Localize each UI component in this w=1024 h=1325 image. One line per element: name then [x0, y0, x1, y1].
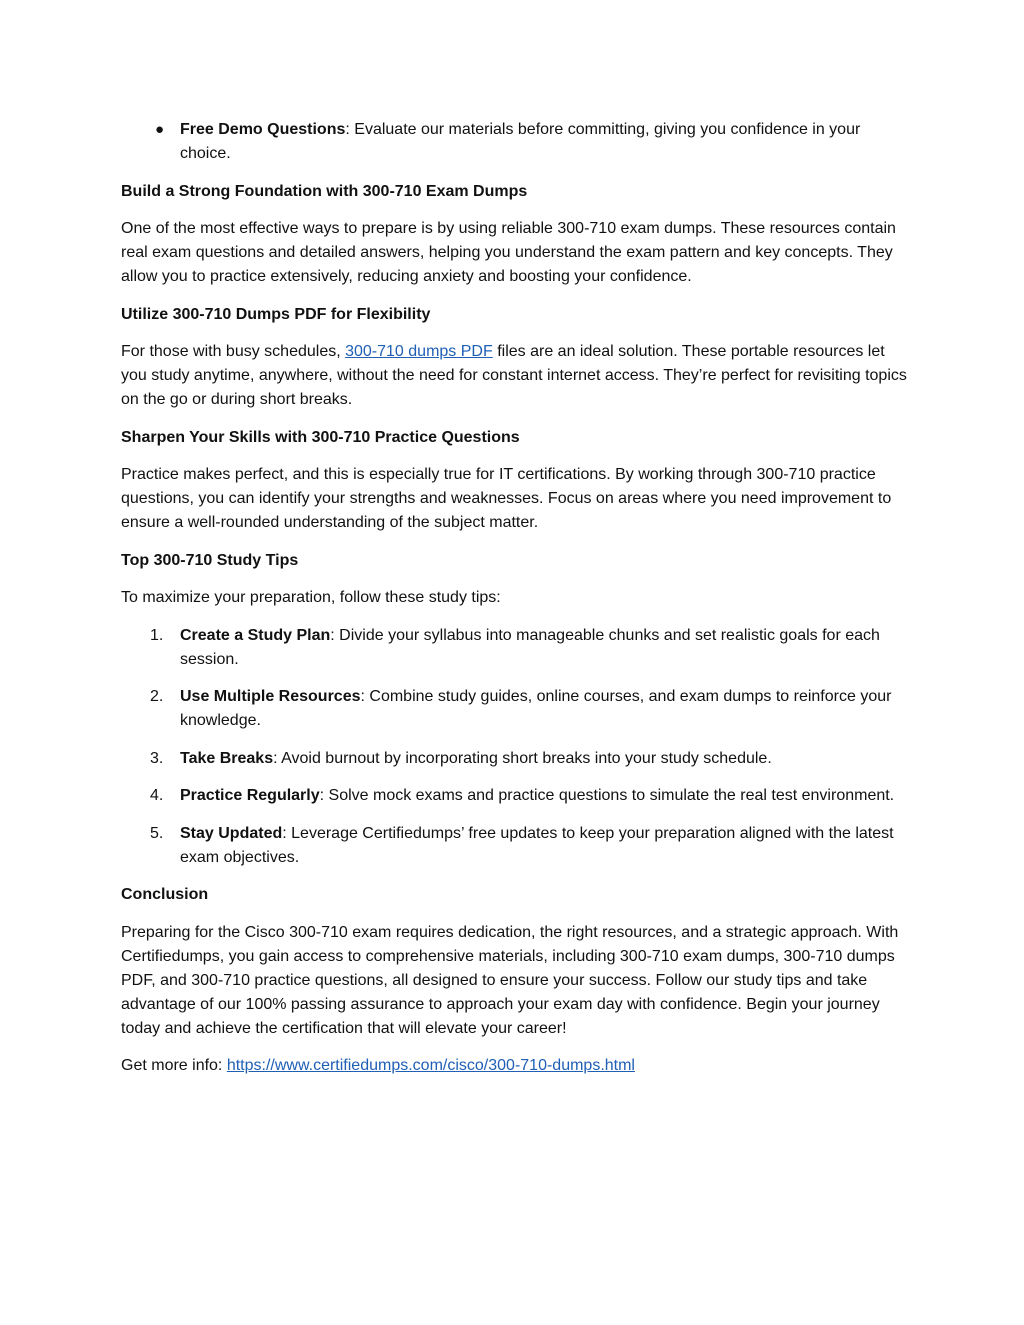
- section-heading-tips: Top 300-710 Study Tips: [121, 551, 299, 569]
- section-body-practice: Practice makes perfect, and this is especially true for IT certifications. By working through 300-710 practice questions, you can identify your strengths and weaknesses. Focus on areas where you need improvement to ensure a well-rounded understanding of the subject matter.: [121, 466, 892, 531]
- list-item-term: Use Multiple Resources: [180, 688, 361, 705]
- intro-bullet-list: [121, 118, 911, 166]
- section-body-conclusion: Preparing for the Cisco 300-710 exam requires dedication, the right resources, and a strategic approach. With Certifiedumps, you gain access to comprehensive materials, including 300-710 exam dumps, 300-710 dumps PDF, and 300-710 practice questions, all designed to ensure your success. Follow our study tips and take advantage of our 100% passing assurance to approach your exam day with confidence. Begin your journey today and achieve the certification that will elevate your career!: [121, 923, 899, 1037]
- list-number: 4.: [150, 787, 164, 804]
- list-item: [121, 624, 911, 672]
- footer-label: Get more info:: [121, 1057, 227, 1074]
- list-item-text: : Combine study guides, online courses, and exam dumps to reinforce your knowledge.: [180, 688, 892, 729]
- body-text-before-link: For those with busy schedules,: [121, 343, 346, 360]
- section-heading-practice: Sharpen Your Skills with 300-710 Practice Questions: [121, 428, 520, 446]
- list-item-text: : Leverage Certifiedumps’ free updates to keep your preparation aligned with the latest exam objectives.: [180, 824, 894, 866]
- footer-info: [121, 1054, 911, 1078]
- dumps-pdf-link[interactable]: 300-710 dumps PDF: [345, 343, 493, 360]
- list-item-term: Practice Regularly: [180, 787, 320, 804]
- list-item-text: : Divide your syllabus into manageable chunks and set realistic goals for each session.: [180, 626, 880, 668]
- body-text-after-link: files are an ideal solution. These portable resources let you study anytime, anywhere, without the need for constant internet access. They’re perfect for revisiting topics on the go or during short breaks.: [121, 343, 907, 408]
- list-item: [121, 784, 911, 808]
- list-item: [121, 747, 911, 771]
- section-intro-tips: To maximize your preparation, follow these study tips:: [121, 589, 501, 606]
- section-body-foundation: One of the most effective ways to prepare is by using reliable 300-710 exam dumps. These resources contain real exam questions and detailed answers, helping you understand the exam pattern and key concepts. They allow you to practice extensively, reducing anxiety and boosting your confidence.: [121, 220, 896, 285]
- list-item-term: Free Demo Questions: [180, 121, 346, 138]
- section-heading-conclusion: Conclusion: [121, 886, 209, 903]
- list-item: [121, 685, 911, 733]
- list-item-text: : Evaluate our materials before committing, giving you confidence in your choice.: [180, 121, 861, 162]
- section-heading-foundation: Build a Strong Foundation with 300-710 Exam Dumps: [121, 182, 528, 200]
- list-number: 1.: [150, 626, 164, 644]
- list-item-text: : Solve mock exams and practice questions to simulate the real test environment.: [319, 787, 895, 804]
- list-item: [121, 118, 911, 166]
- list-number: 2.: [150, 688, 164, 705]
- more-info-link[interactable]: https://www.certifiedumps.com/cisco/300-710-dumps.html: [226, 1057, 635, 1074]
- document-page: [121, 118, 911, 1092]
- list-item-text: : Avoid burnout by incorporating short breaks into your study schedule.: [273, 749, 772, 767]
- bullet-marker: ●: [155, 121, 165, 138]
- list-item-term: Create a Study Plan: [180, 626, 331, 644]
- section-body-pdf: [121, 340, 911, 412]
- study-tips-list: [121, 624, 911, 870]
- list-item-term: Take Breaks: [180, 749, 274, 767]
- list-item: [121, 822, 911, 870]
- section-heading-pdf: Utilize 300-710 Dumps PDF for Flexibility: [121, 305, 431, 323]
- list-item-term: Stay Updated: [180, 824, 283, 842]
- list-number: 5.: [150, 824, 164, 842]
- list-number: 3.: [150, 749, 164, 767]
